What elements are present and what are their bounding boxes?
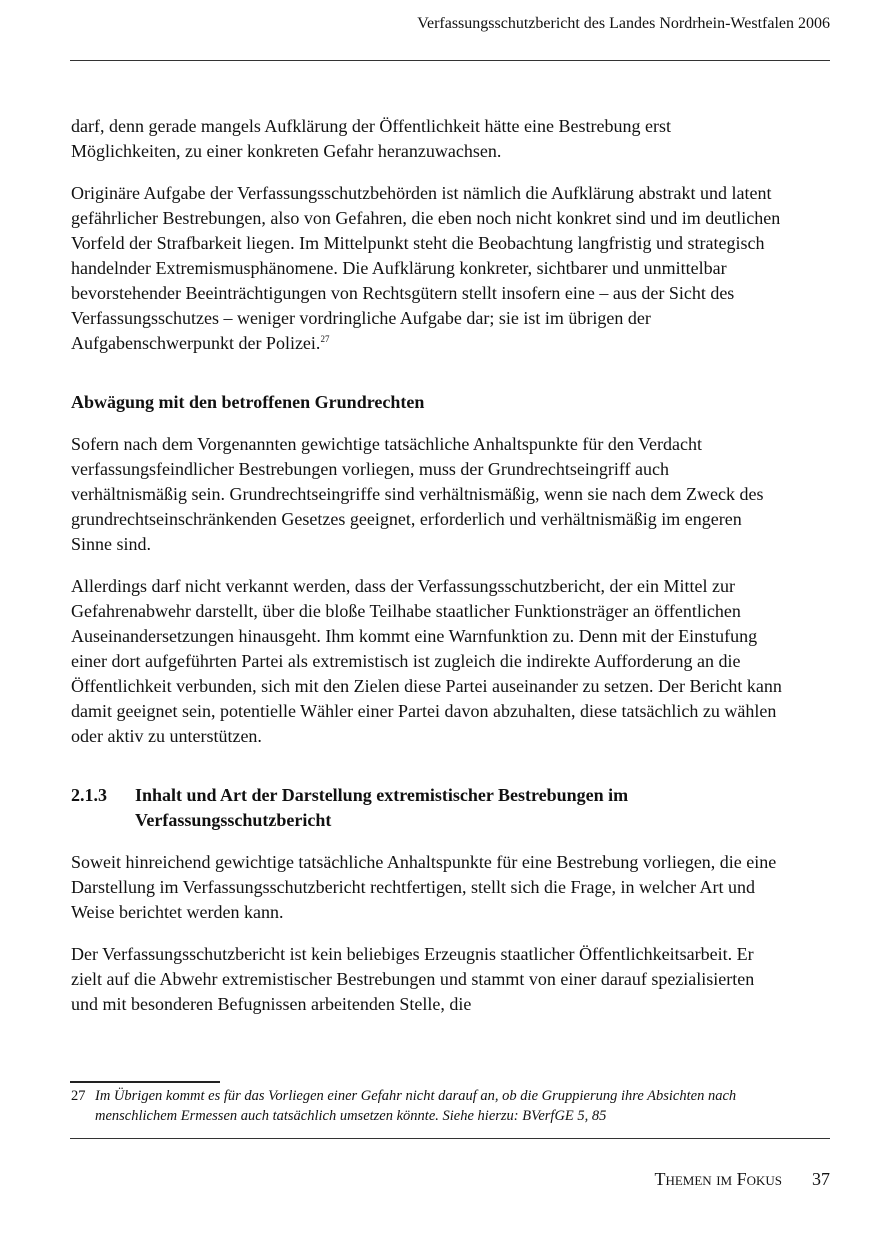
footnote-text: Im Übrigen kommt es für das Vorliegen einer Gefahr nicht darauf an, ob die Gruppierung ihre Absichten nach menschlichem Ermessen auch tatsächlich umsetzen könnte. Siehe hierzu: BVerfGE 5, 85 xyxy=(95,1088,737,1124)
footnote xyxy=(71,1086,783,1126)
footer-section-label: Themen im Fokus xyxy=(654,1169,782,1189)
footnote-reference[interactable]: 27 xyxy=(320,334,330,344)
section-heading xyxy=(71,783,783,833)
paragraph-text: Originäre Aufgabe der Verfassungsschutzbehörden ist nämlich die Aufklärung abstrakt und latent gefährlicher Bestrebungen, also von Gefahren, die eben noch nicht konkret sind und im deutlichen Vorfeld der Strafbarkeit liegen. Im Mittelpunkt steht die Beobachtung langfristig und strategisch handelnder Extremismusphänomene. Die Aufklärung konkreter, sichtbarer und unmittelbar bevorstehender Beeinträchtigungen von Rechtsgütern stellt insofern eine – aus der Sicht des Verfassungsschutzes – weniger vordringliche Aufgabe dar; sie ist im übrigen der Aufgabenschwerpunkt der Polizei. xyxy=(71,183,781,353)
section-number: 2.1.3 xyxy=(71,785,107,805)
running-footer xyxy=(654,1167,830,1191)
body-text xyxy=(71,114,783,1017)
header-rule xyxy=(70,60,830,61)
paragraph: Soweit hinreichend gewichtige tatsächliche Anhaltspunkte für eine Bestrebung vorliegen, die eine Darstellung im Verfassungsschutzbericht rechtfertigen, stellt sich die Frage, in welcher Art und Weise berichtet werden kann. xyxy=(71,852,777,922)
paragraph: darf, denn gerade mangels Aufklärung der Öffentlichkeit hätte eine Bestrebung erst Möglichkeiten, zu einer konkreten Gefahr heranzuwachsen. xyxy=(71,116,671,161)
subheading: Abwägung mit den betroffenen Grundrechten xyxy=(71,392,425,412)
footer-rule xyxy=(70,1138,830,1139)
running-header: Verfassungsschutzbericht des Landes Nordrhein-Westfalen 2006 xyxy=(417,15,830,32)
page-number: 37 xyxy=(812,1169,830,1189)
footnote-separator xyxy=(70,1081,220,1083)
paragraph: Allerdings darf nicht verkannt werden, dass der Verfassungsschutzbericht, der ein Mittel zur Gefahrenabwehr darstellt, über die bloße Teilhabe staatlicher Funktionsträger an öffentlichen Auseinandersetzungen hinausgeht. Ihm kommt eine Warnfunktion zu. Denn mit der Einstufung einer dort aufgeführten Partei als extremistisch ist zugleich die indirekte Aufforderung an die Öffentlichkeit verbunden, sich mit den Zielen diese Partei auseinander zu setzen. Der Bericht kann damit geeignet sein, potentielle Wähler einer Partei davon abzuhalten, diese tatsächlich zu wählen oder aktiv zu unterstützen. xyxy=(71,576,782,746)
section-title: Inhalt und Art der Darstellung extremistischer Bestrebungen im Verfassungsschutzbericht xyxy=(135,785,629,830)
paragraph: Der Verfassungsschutzbericht ist kein beliebiges Erzeugnis staatlicher Öffentlichkeitsarbeit. Er zielt auf die Abwehr extremistischer Bestrebungen und stammt von einer darauf spezialisierten und mit besonderen Befugnissen arbeitenden Stelle, die xyxy=(71,944,755,1014)
paragraph xyxy=(71,181,783,356)
footnote-number: 27 xyxy=(71,1088,86,1104)
paragraph: Sofern nach dem Vorgenannten gewichtige tatsächliche Anhaltspunkte für den Verdacht verfassungsfeindlicher Bestrebungen vorliegen, muss der Grundrechtseingriff auch verhältnismäßig sein. Grundrechtseingriffe sind verhältnismäßig, wenn sie nach dem Zweck des grundrechtseinschränkenden Gesetzes geeignet, erforderlich und verhältnismäßig im engeren Sinne sind. xyxy=(71,434,764,554)
